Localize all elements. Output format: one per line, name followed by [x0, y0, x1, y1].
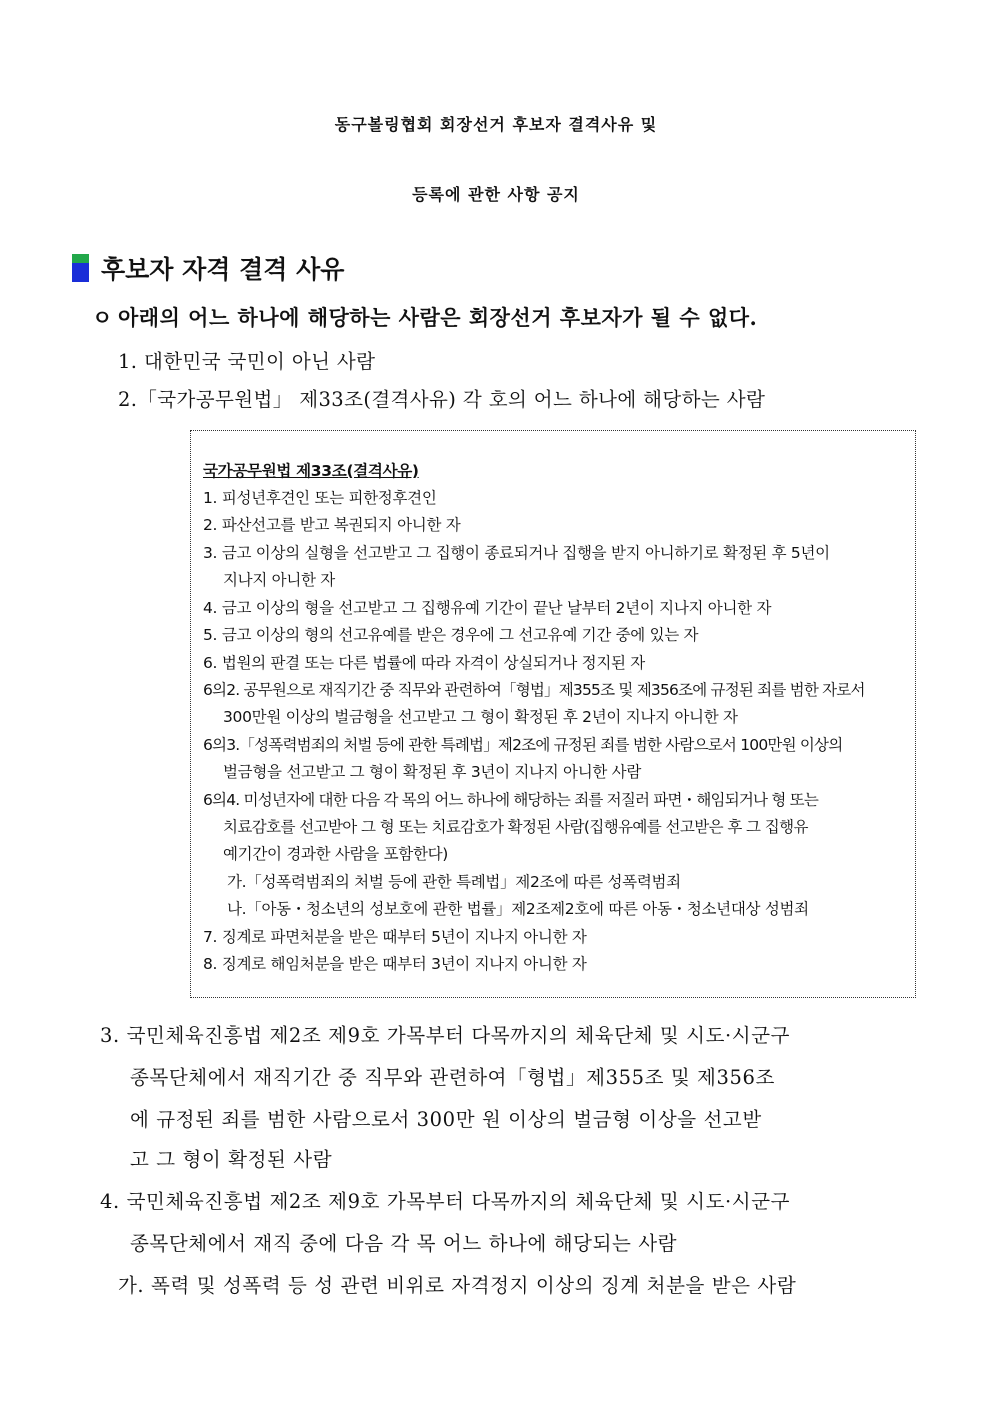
law-clause-2: 2. 파산선고를 받고 복권되지 아니한 자 [203, 516, 461, 534]
law-clause-6: 6. 법원의 판결 또는 다른 법률에 따라 자격이 상실되거나 정지된 자 [203, 654, 645, 672]
list-item-3-cont-3: 고 그 형이 확정된 사람 [130, 1148, 333, 1171]
law-clause-5: 5. 금고 이상의 형의 선고유예를 받은 경우에 그 선고유예 기간 중에 있는 자 [203, 626, 699, 644]
list-item-4-ga: 가. 폭력 및 성폭력 등 성 관련 비위로 자격정지 이상의 징계 처분을 받은 사람 [118, 1274, 797, 1297]
law-clause-8: 8. 징계로 해임처분을 받은 때부터 3년이 지나지 아니한 자 [203, 955, 587, 973]
law-clause-6-4-cont-1: 치료감호를 선고받아 그 형 또는 치료감호가 확정된 사람(집행유예를 선고받은 후 그 집행유 [223, 818, 808, 836]
intro-statement [92, 302, 757, 332]
section-marker-icon [72, 254, 89, 282]
intro-text: 아래의 어느 하나에 해당하는 사람은 회장선거 후보자가 될 수 없다. [118, 305, 758, 330]
law-clause-6-2: 6의2. 공무원으로 재직기간 중 직무와 관련하여「형법」제355조 및 제356조에 규정된 죄를 범한 자로서 [203, 681, 865, 699]
list-item-3-cont-1: 종목단체에서 재직기간 중 직무와 관련하여「형법」제355조 및 제356조 [130, 1066, 775, 1089]
law-clause-4: 4. 금고 이상의 형을 선고받고 그 집행유예 기간이 끝난 날부터 2년이 지나지 아니한 자 [203, 599, 772, 617]
circle-bullet-icon: ㅇ [92, 305, 113, 330]
law-clause-6-4: 6의4. 미성년자에 대한 다음 각 목의 어느 하나에 해당하는 죄를 저질러 파면・해임되거나 형 또는 [203, 791, 819, 809]
law-clause-6-3-cont: 벌금형을 선고받고 그 형이 확정된 후 3년이 지나지 아니한 사람 [223, 763, 642, 781]
list-item-4: 4. 국민체육진흥법 제2조 제9호 가목부터 다목까지의 체육단체 및 시도·시군구 [100, 1190, 791, 1213]
list-item-3: 3. 국민체육진흥법 제2조 제9호 가목부터 다목까지의 체육단체 및 시도·시군구 [100, 1024, 791, 1047]
law-clause-3-cont: 지나지 아니한 자 [223, 571, 335, 589]
law-clause-6-4-cont-2: 예기간이 경과한 사람을 포함한다) [223, 845, 449, 863]
law-clause-6-4-na: 나.「아동・청소년의 성보호에 관한 법률」제2조제2호에 따른 아동・청소년대상 성범죄 [227, 900, 809, 918]
section-heading-text: 후보자 자격 결격 사유 [101, 255, 345, 284]
law-clause-6-2-cont: 300만원 이상의 벌금형을 선고받고 그 형이 확정된 후 2년이 지나지 아니한 자 [223, 708, 738, 726]
law-excerpt-title: 국가공무원법 제33조(결격사유) [203, 462, 419, 480]
page-title-line-1: 동구볼링협회 회장선거 후보자 결격사유 및 [334, 115, 658, 134]
law-clause-6-3: 6의3.「성폭력범죄의 처벌 등에 관한 특례법」제2조에 규정된 죄를 범한 사람으로서 100만원 이상의 [203, 736, 843, 754]
list-item-2: 2.「국가공무원법」 제33조(결격사유) 각 호의 어느 하나에 해당하는 사람 [118, 388, 766, 411]
law-clause-6-4-ga: 가.「성폭력범죄의 처벌 등에 관한 특례법」제2조에 따른 성폭력범죄 [227, 873, 681, 891]
list-item-4-cont: 종목단체에서 재직 중에 다음 각 목 어느 하나에 해당되는 사람 [130, 1232, 678, 1255]
list-item-1: 1. 대한민국 국민이 아닌 사람 [118, 350, 376, 373]
section-heading [72, 252, 344, 284]
law-clause-1: 1. 피성년후견인 또는 피한정후견인 [203, 489, 437, 507]
law-excerpt-box [190, 430, 916, 998]
page-title-line-2: 등록에 관한 사항 공지 [412, 185, 580, 204]
list-item-3-cont-2: 에 규정된 죄를 범한 사람으로서 300만 원 이상의 벌금형 이상을 선고받 [130, 1108, 762, 1131]
law-clause-3: 3. 금고 이상의 실형을 선고받고 그 집행이 종료되거나 집행을 받지 아니하기로 확정된 후 5년이 [203, 544, 830, 562]
law-clause-7: 7. 징계로 파면처분을 받은 때부터 5년이 지나지 아니한 자 [203, 928, 587, 946]
